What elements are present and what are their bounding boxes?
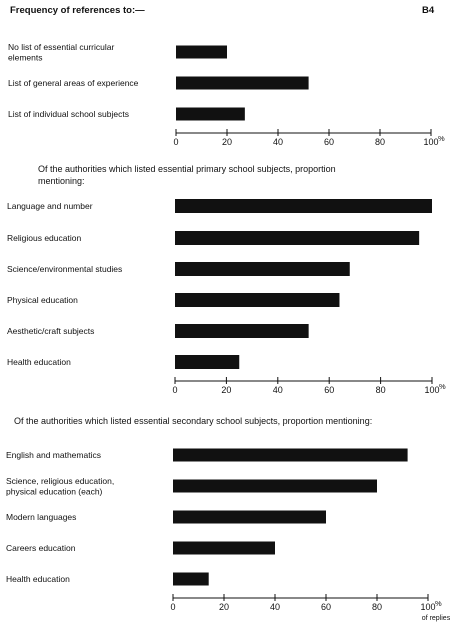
chart-3-x-tick-label: 40 bbox=[269, 602, 281, 612]
chart-1-category-label: List of general areas of experience bbox=[8, 78, 139, 88]
chart-3-x-tick-label: 80 bbox=[371, 602, 383, 612]
chart-1-category-label: List of individual school subjects bbox=[8, 109, 129, 119]
chart-3-category-label: Modern languages bbox=[6, 512, 77, 522]
chart-2-category-label: Physical education bbox=[7, 295, 78, 305]
chart-3-category-label: English and mathematics bbox=[6, 450, 101, 460]
chart-2-category-label: Language and number bbox=[7, 201, 93, 211]
chart-2-category-label: Science/environmental studies bbox=[7, 264, 123, 274]
chart-1-bar bbox=[176, 108, 245, 121]
chart-3-category-label: physical education (each) bbox=[6, 486, 103, 497]
chart-2-bar bbox=[175, 199, 432, 213]
chart-3-title-line: Of the authorities which listed essential secondary school subjects, proportion mentioning: bbox=[14, 416, 373, 426]
chart-2-bar bbox=[175, 293, 339, 307]
chart-3-bar bbox=[173, 449, 408, 462]
chart-2-x-tick-label: 20 bbox=[221, 385, 232, 395]
chart-3-bar bbox=[173, 480, 377, 493]
chart-1-category-label: No list of essential curricular bbox=[8, 41, 115, 52]
chart-1-x-tick-label: 80 bbox=[374, 137, 386, 147]
chart-2-x-tick-label: 40 bbox=[272, 385, 283, 395]
chart-2-x-tick-label: 60 bbox=[324, 385, 335, 395]
chart-3-category-label: Science, religious education, bbox=[6, 475, 115, 486]
figure-title: Frequency of references to:— bbox=[10, 5, 145, 16]
chart-2-x-tick-label: 100 bbox=[424, 385, 440, 395]
chart-3-end-label: of replies bbox=[421, 615, 450, 622]
chart-1-x-tick-label: 100 bbox=[423, 137, 439, 147]
chart-3-bar bbox=[173, 573, 209, 586]
chart-2-unit-label: % bbox=[439, 382, 446, 391]
chart-3-category-label: Careers education bbox=[6, 543, 76, 553]
chart-1-x-tick-label: 20 bbox=[221, 137, 233, 147]
chart-3-x-tick-label: 100 bbox=[420, 602, 436, 612]
chart-1-category-label: elements bbox=[8, 52, 43, 63]
chart-2-category-label: Aesthetic/craft subjects bbox=[7, 326, 95, 336]
chart-2-bar bbox=[175, 231, 419, 245]
chart-2-x-tick-label: 80 bbox=[375, 385, 386, 395]
chart-1-bar bbox=[176, 46, 227, 59]
chart-3-x-tick-label: 60 bbox=[320, 602, 332, 612]
chart-1-x-tick-label: 60 bbox=[323, 137, 335, 147]
chart-2-bar bbox=[175, 324, 309, 338]
chart-3-bar bbox=[173, 511, 326, 524]
chart-2-x-tick-label: 0 bbox=[172, 385, 178, 395]
chart-2-title-line: Of the authorities which listed essential primary school subjects, proportion bbox=[38, 164, 336, 174]
chart-3-unit-label: % bbox=[435, 599, 442, 608]
chart-3-category-label: Health education bbox=[6, 574, 70, 584]
chart-3-x-tick-label: 0 bbox=[170, 602, 176, 612]
chart-2-category-label: Health education bbox=[7, 357, 71, 367]
chart-1-bar bbox=[176, 77, 309, 90]
chart-1-unit-label: % bbox=[438, 134, 445, 143]
chart-1-x-tick-label: 40 bbox=[272, 137, 284, 147]
chart-3-x-tick-label: 20 bbox=[218, 602, 230, 612]
chart-2-title-line: mentioning: bbox=[38, 176, 85, 186]
chart-2-bar bbox=[175, 355, 239, 369]
figure-code: B4 bbox=[422, 5, 435, 16]
chart-3-bar bbox=[173, 542, 275, 555]
chart-2-category-label: Religious education bbox=[7, 233, 82, 243]
chart-2-bar bbox=[175, 262, 350, 276]
chart-1-x-tick-label: 0 bbox=[173, 137, 179, 147]
